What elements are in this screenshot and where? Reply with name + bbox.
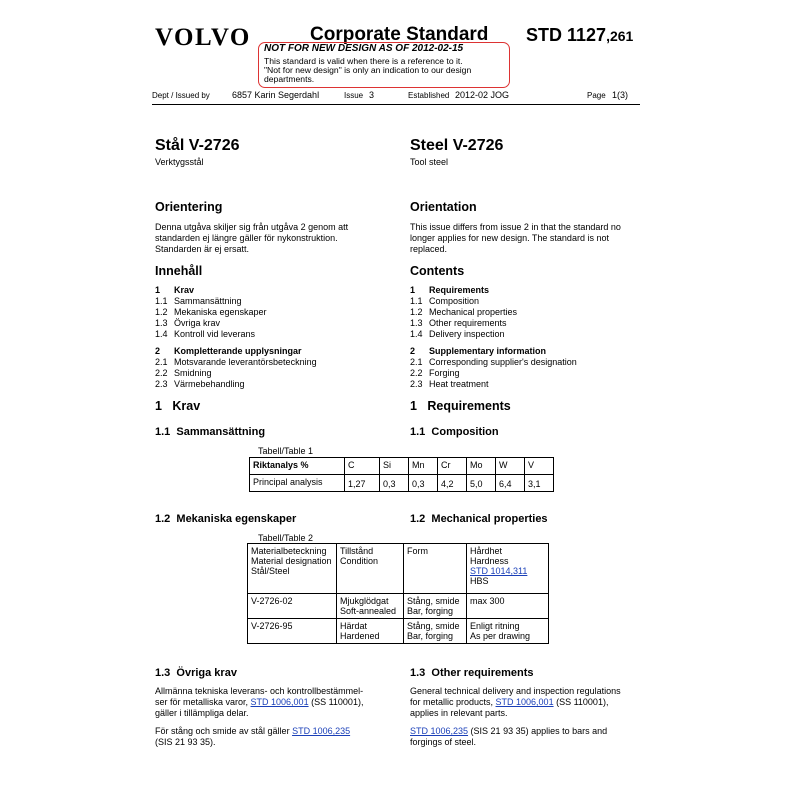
table-row <box>248 619 549 644</box>
table1-caption: Tabell/Table 1 <box>258 446 314 456</box>
table-cell: 0,3 <box>380 475 409 492</box>
requirements-heading-sv: 1 Krav <box>155 399 201 413</box>
dept-label: Dept / Issued by <box>152 91 210 100</box>
standard-number <box>526 25 633 46</box>
document-type-title: Corporate Standard <box>310 24 489 45</box>
table-cell: Stång, smide Bar, forging <box>404 619 467 644</box>
standard-number-main: STD 1127 <box>526 25 607 45</box>
orientation-text-en <box>410 222 621 255</box>
text-line: longer applies for new design. The standard is not <box>410 233 609 243</box>
established-value-text: 2012-02 JOG <box>455 90 510 100</box>
toc-item: 2.1 Motsvarande leverantörsbeteckning <box>155 357 317 367</box>
table-cell: C <box>345 458 380 475</box>
stamp-line: departments. <box>264 74 315 84</box>
toc-item: 2 Supplementary information <box>410 346 547 356</box>
table-row <box>250 475 554 492</box>
page-value <box>612 90 628 100</box>
text-line: Standarden är ej ersatt. <box>155 244 250 254</box>
toc-item: 2.2 Smidning <box>155 368 212 378</box>
mechanical-heading-sv: 1.2 Mekaniska egenskaper <box>155 513 297 525</box>
orientation-heading-en: Orientation <box>410 200 477 214</box>
table-cell: V-2726-02 <box>248 594 337 619</box>
page-value-text: 1(3) <box>612 90 629 100</box>
std-1006-235-link[interactable]: STD 1006,235 <box>410 726 469 736</box>
composition-heading-en: 1.1 Composition <box>410 426 499 438</box>
title-en: Steel V-2726 <box>410 137 504 154</box>
table-cell: Stång, smide Bar, forging <box>404 594 467 619</box>
other-req-heading-en: 1.3 Other requirements <box>410 667 534 679</box>
toc-item: 1.1 Sammansättning <box>155 296 242 306</box>
header-divider <box>152 104 640 105</box>
table-cell: Materialbeteckning Material designation Stål/Steel <box>248 544 337 594</box>
toc-item: 1 Krav <box>155 285 195 295</box>
table-cell: max 300 <box>467 594 549 619</box>
stamp-title: NOT FOR NEW DESIGN AS OF 2012-02-15 <box>264 43 464 54</box>
dept-value-text: 6857 Karin Segerdahl <box>232 90 320 100</box>
orientation-text-sv <box>155 222 348 255</box>
table-cell: Enligt ritning As per drawing <box>467 619 549 644</box>
table-cell: 5,0 <box>467 475 496 492</box>
toc-en <box>410 285 577 390</box>
composition-table <box>249 457 554 492</box>
orientation-heading-sv: Orientering <box>155 200 223 214</box>
stamp-line: This standard is valid when there is a reference to it. <box>264 56 463 66</box>
established-label: Established <box>408 91 450 100</box>
toc-item: 2.1 Corresponding supplier's designation <box>410 357 577 367</box>
toc-item: 1.3 Other requirements <box>410 318 507 328</box>
table-row <box>250 458 554 475</box>
dept-value <box>232 90 319 100</box>
table-cell: Mn <box>409 458 438 475</box>
stamp-line: "Not for new design" is only an indication to our design <box>264 65 472 75</box>
std-1006-001-link[interactable]: STD 1006,001 <box>250 697 309 707</box>
table-row <box>248 544 549 594</box>
text-line: replaced. <box>410 244 448 254</box>
table-cell: Hårdhet Hardness STD 1014,311 HBS <box>467 544 549 594</box>
other-req-text-sv: Allmänna tekniska leverans- och kontrollbestämmel- ser för metalliska varor, STD 1006,001 (SS 110001), gäller i tillämpliga delar. För stång och smide av stål gäller STD 1006,235 (SIS 21 93 35). <box>155 686 364 747</box>
toc-item: 1.3 Övriga krav <box>155 318 221 328</box>
table-cell: V <box>525 458 554 475</box>
toc-item: 1.2 Mechanical properties <box>410 307 518 317</box>
table-cell: Härdat Hardened <box>337 619 404 644</box>
toc-item: 1 Requirements <box>410 285 490 295</box>
std-1006-001-link[interactable]: STD 1006,001 <box>495 697 554 707</box>
table-cell: 1,27 <box>345 475 380 492</box>
text-line: This issue differs from issue 2 in that the standard no <box>410 222 621 232</box>
requirements-heading-en: 1 Requirements <box>410 399 511 413</box>
std-1006-235-link[interactable]: STD 1006,235 <box>292 726 351 736</box>
table-cell: 4,2 <box>438 475 467 492</box>
toc-sv <box>155 285 317 390</box>
composition-heading-sv: 1.1 Sammansättning <box>155 426 266 438</box>
table-cell: V-2726-95 <box>248 619 337 644</box>
page-label: Page <box>587 91 606 100</box>
table-cell: Riktanalys % <box>250 458 345 475</box>
toc-item: 2 Kompletterande upplysningar <box>155 346 302 356</box>
table2-caption: Tabell/Table 2 <box>258 533 314 543</box>
toc-item: 2.3 Heat treatment <box>410 379 489 389</box>
table-cell: 3,1 <box>525 475 554 492</box>
table-cell: Principal analysis <box>250 475 345 492</box>
toc-item: 2.2 Forging <box>410 368 460 378</box>
issue-label: Issue <box>344 91 364 100</box>
std-1014-311-link[interactable]: STD 1014,311 <box>470 566 528 576</box>
table-cell: W <box>496 458 525 475</box>
table-cell: Form <box>404 544 467 594</box>
text-line: standarden ej längre gäller för nykonstruktion. <box>155 233 338 243</box>
contents-heading-en: Contents <box>410 264 465 278</box>
other-req-text-en: General technical delivery and inspection regulations for metallic products, STD 1006,001 (SS 110001), applies in relevant parts. STD 1006,235 (SIS 21 93 35) applies to bars and forgings of steel. <box>410 686 621 747</box>
subtitle-en: Tool steel <box>410 157 449 167</box>
toc-item: 1.4 Kontroll vid leverans <box>155 329 256 339</box>
table-cell: Tillstånd Condition <box>337 544 404 594</box>
table-cell: Mjukglödgat Soft-annealed <box>337 594 404 619</box>
volvo-logo: VOLVO <box>155 24 251 51</box>
toc-item: 2.3 Värmebehandling <box>155 379 245 389</box>
toc-item: 1.1 Composition <box>410 296 480 306</box>
toc-item: 1.4 Delivery inspection <box>410 329 505 339</box>
table-row <box>248 594 549 619</box>
text-line: Denna utgåva skiljer sig från utgåva 2 genom att <box>155 222 349 232</box>
table-cell: 6,4 <box>496 475 525 492</box>
table-cell: Mo <box>467 458 496 475</box>
established-value <box>455 90 509 100</box>
contents-heading-sv: Innehåll <box>155 264 203 278</box>
subtitle-sv: Verktygsstål <box>155 157 204 167</box>
table-cell: Si <box>380 458 409 475</box>
standard-number-suffix: ,261 <box>606 28 634 44</box>
issue-value <box>369 90 374 100</box>
other-req-heading-sv: 1.3 Övriga krav <box>155 667 237 679</box>
title-sv: Stål V-2726 <box>155 137 240 154</box>
table-cell: Cr <box>438 458 467 475</box>
toc-item: 1.2 Mekaniska egenskaper <box>155 307 267 317</box>
mechanical-heading-en: 1.2 Mechanical properties <box>410 513 548 525</box>
mechanical-table <box>247 543 549 644</box>
issue-value-text: 3 <box>369 90 375 100</box>
table-cell: 0,3 <box>409 475 438 492</box>
